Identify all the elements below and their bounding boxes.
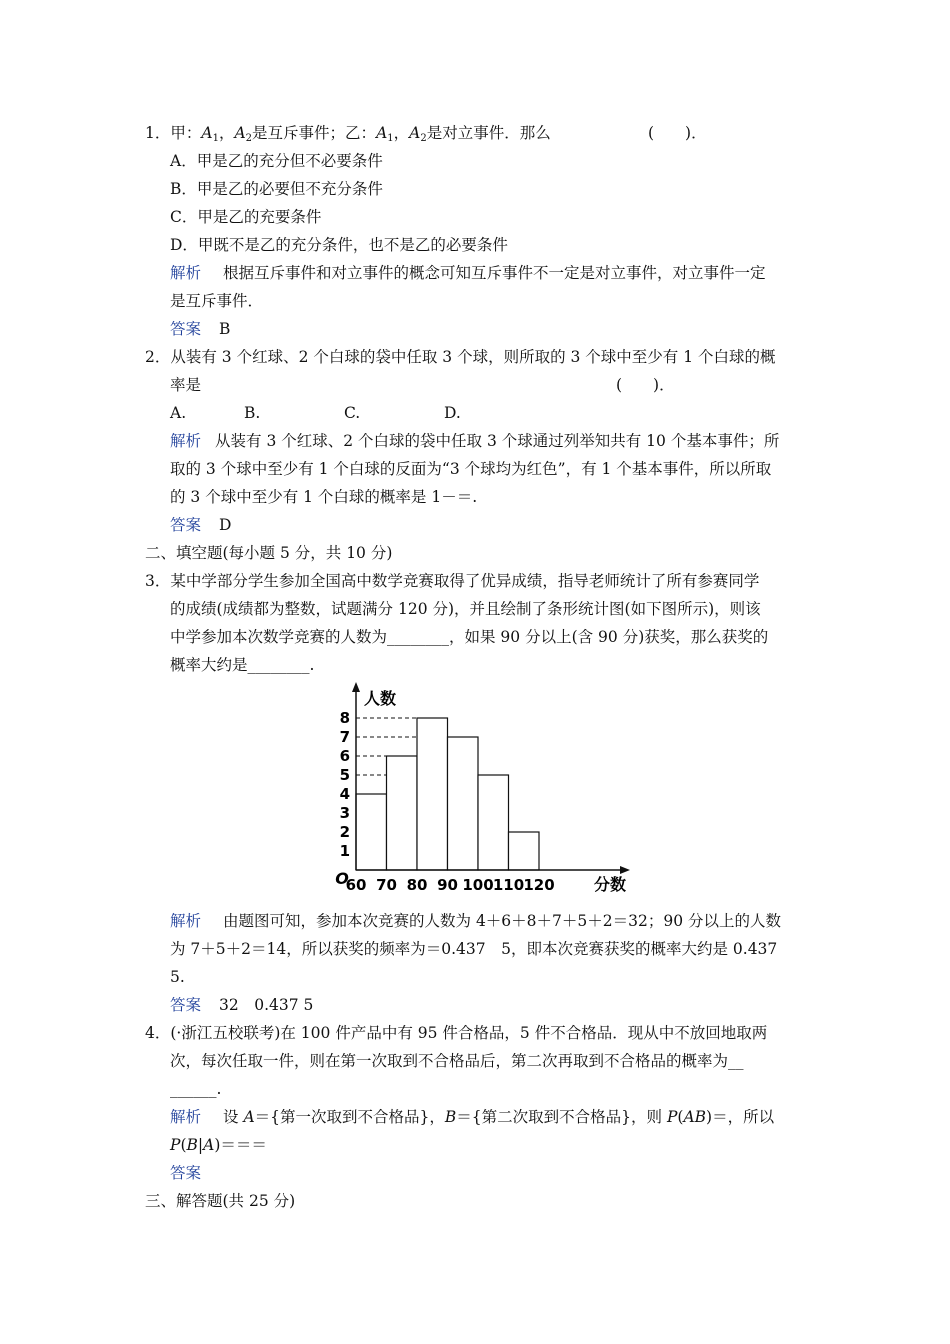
y-tick-label: 1 xyxy=(339,842,350,860)
bar-100-110 xyxy=(478,775,509,870)
q3-analysis-cont-1: 为 7＋5＋2＝14，所以获奖的频率为＝0.437 5，即本次竞赛获奖的概率大约是 0.437 xyxy=(170,940,778,958)
y-tick-label: 3 xyxy=(339,804,350,822)
section-heading-fill-in: 二、填空题(每小题 5 分，共 10 分) xyxy=(145,544,393,562)
q2-option-c: C. xyxy=(344,404,361,422)
x-axis-arrow xyxy=(620,866,630,874)
analysis-label: 解析 xyxy=(170,1108,202,1126)
q2-option-d: D. xyxy=(444,404,461,422)
q4-answer xyxy=(170,1162,201,1184)
q1-option-c: C．甲是乙的充要条件 xyxy=(170,208,322,226)
answer-label: 答案 xyxy=(170,996,202,1014)
answer-label: 答案 xyxy=(170,1164,202,1182)
q4-analysis: 解析 设 A＝{第一次取到不合格品}，B＝{第二次取到不合格品}，则 P(AB)＝，所以 xyxy=(170,1108,775,1126)
y-axis-arrow xyxy=(352,682,360,692)
bar-60-70 xyxy=(356,794,387,870)
q3-analysis: 解析 由题图可知，参加本次竞赛的人数为 4＋6＋8＋7＋5＋2＝32；90 分以上的人数 xyxy=(170,912,781,930)
answer-label: 答案 xyxy=(170,320,202,338)
q3-stem-cont-1: 的成绩(成绩都为整数，试题满分 120 分)，并且绘制了条形统计图(如下图所示)，则该 xyxy=(170,600,761,618)
x-tick-label: 90 xyxy=(437,876,458,894)
q2-analysis: 解析 从装有 3 个红球、2 个白球的袋中任取 3 个球通过列举知共有 10 个基本事件；所 xyxy=(170,432,780,450)
bar-80-90 xyxy=(417,718,448,870)
y-tick-label: 2 xyxy=(339,823,350,841)
analysis-label: 解析 xyxy=(170,912,202,930)
x-tick-label: 80 xyxy=(406,876,428,894)
q2-stem: 2．从装有 3 个红球、2 个白球的袋中任取 3 个球，则所取的 3 个球中至少有 1 个白球的概 xyxy=(145,348,776,366)
q1-option-a: A．甲是乙的充分但不必要条件 xyxy=(170,152,383,170)
origin-label: O xyxy=(335,869,349,888)
y-tick-label: 8 xyxy=(339,709,350,727)
q2-analysis-cont-1: 取的 3 个球中至少有 1 个白球的反面为“3 个球均为红色”，有 1 个基本事件，所以所取 xyxy=(170,460,772,478)
q1-option-b: B．甲是乙的必要但不充分条件 xyxy=(170,180,383,198)
analysis-label: 解析 xyxy=(170,264,202,282)
bar-90-100 xyxy=(448,737,479,870)
q3-answer: 答案 32 0.437 5 xyxy=(170,996,314,1014)
x-tick-label: 120 xyxy=(523,876,555,894)
q2-answer-paren: ( )． xyxy=(616,376,675,394)
q4-analysis-cont: P(B|A)＝＝＝ xyxy=(170,1136,267,1154)
q3-analysis-cont-2: 5. xyxy=(170,968,185,986)
y-tick-label: 7 xyxy=(339,728,350,746)
q1-stem: 1．甲：$A_1$，$A_2$是互斥事件；乙：$A_1$，$A_2$是对立事件．那么 xyxy=(145,124,551,144)
y-tick-label: 5 xyxy=(339,766,350,784)
x-tick-label: 100 xyxy=(462,876,494,894)
q3-stem: 3．某中学部分学生参加全国高中数学竞赛取得了优异成绩，指导老师统计了所有参赛同学 xyxy=(145,572,760,590)
q4-stem: 4．(·浙江五校联考)在 100 件产品中有 95 件合格品，5 件不合格品．现从中不放回地取两 xyxy=(145,1024,768,1042)
q2-analysis-cont-2: 的 3 个球中至少有 1 个白球的概率是 1－＝. xyxy=(170,488,478,506)
q1-option-d: D．甲既不是乙的充分条件，也不是乙的必要条件 xyxy=(170,236,508,254)
q4-stem-cont-1: 次，每次任取一件，则在第一次取到不合格品后，第二次再取到不合格品的概率为__ xyxy=(170,1052,744,1070)
q3-stem-cont-3: 概率大约是________. xyxy=(170,656,315,674)
q4-stem-cont-2: ______. xyxy=(170,1080,222,1098)
q2-stem-cont: 率是 xyxy=(170,376,202,394)
q1-analysis: 解析 根据互斥事件和对立事件的概念可知互斥事件不一定是对立事件，对立事件一定 xyxy=(170,264,766,282)
bar-70-80 xyxy=(387,756,418,870)
x-tick-label: 60 xyxy=(345,876,367,894)
x-tick-label: 70 xyxy=(376,876,397,894)
y-axis-title: 人数 xyxy=(364,689,397,708)
analysis-label: 解析 xyxy=(170,432,202,450)
section-heading-solutions: 三、解答题(共 25 分) xyxy=(145,1192,296,1210)
y-tick-label: 6 xyxy=(339,747,350,765)
q2-option-b: B. xyxy=(244,404,261,422)
q1-analysis-cont: 是互斥事件． xyxy=(170,292,264,310)
score-bar-chart xyxy=(330,680,640,900)
q1-answer: 答案 B xyxy=(170,320,231,338)
y-tick-label: 4 xyxy=(339,785,350,803)
q1-answer-paren: ( )． xyxy=(648,124,707,142)
q2-answer: 答案 D xyxy=(170,516,232,534)
bar-110-120 xyxy=(509,832,540,870)
answer-label: 答案 xyxy=(170,516,202,534)
x-axis-title: 分数 xyxy=(594,875,627,894)
q2-option-a: A. xyxy=(170,404,187,422)
x-tick-label: 110 xyxy=(492,876,525,894)
q3-stem-cont-2: 中学参加本次数学竞赛的人数为________，如果 90 分以上(含 90 分)获奖，那么获奖的 xyxy=(170,628,769,646)
